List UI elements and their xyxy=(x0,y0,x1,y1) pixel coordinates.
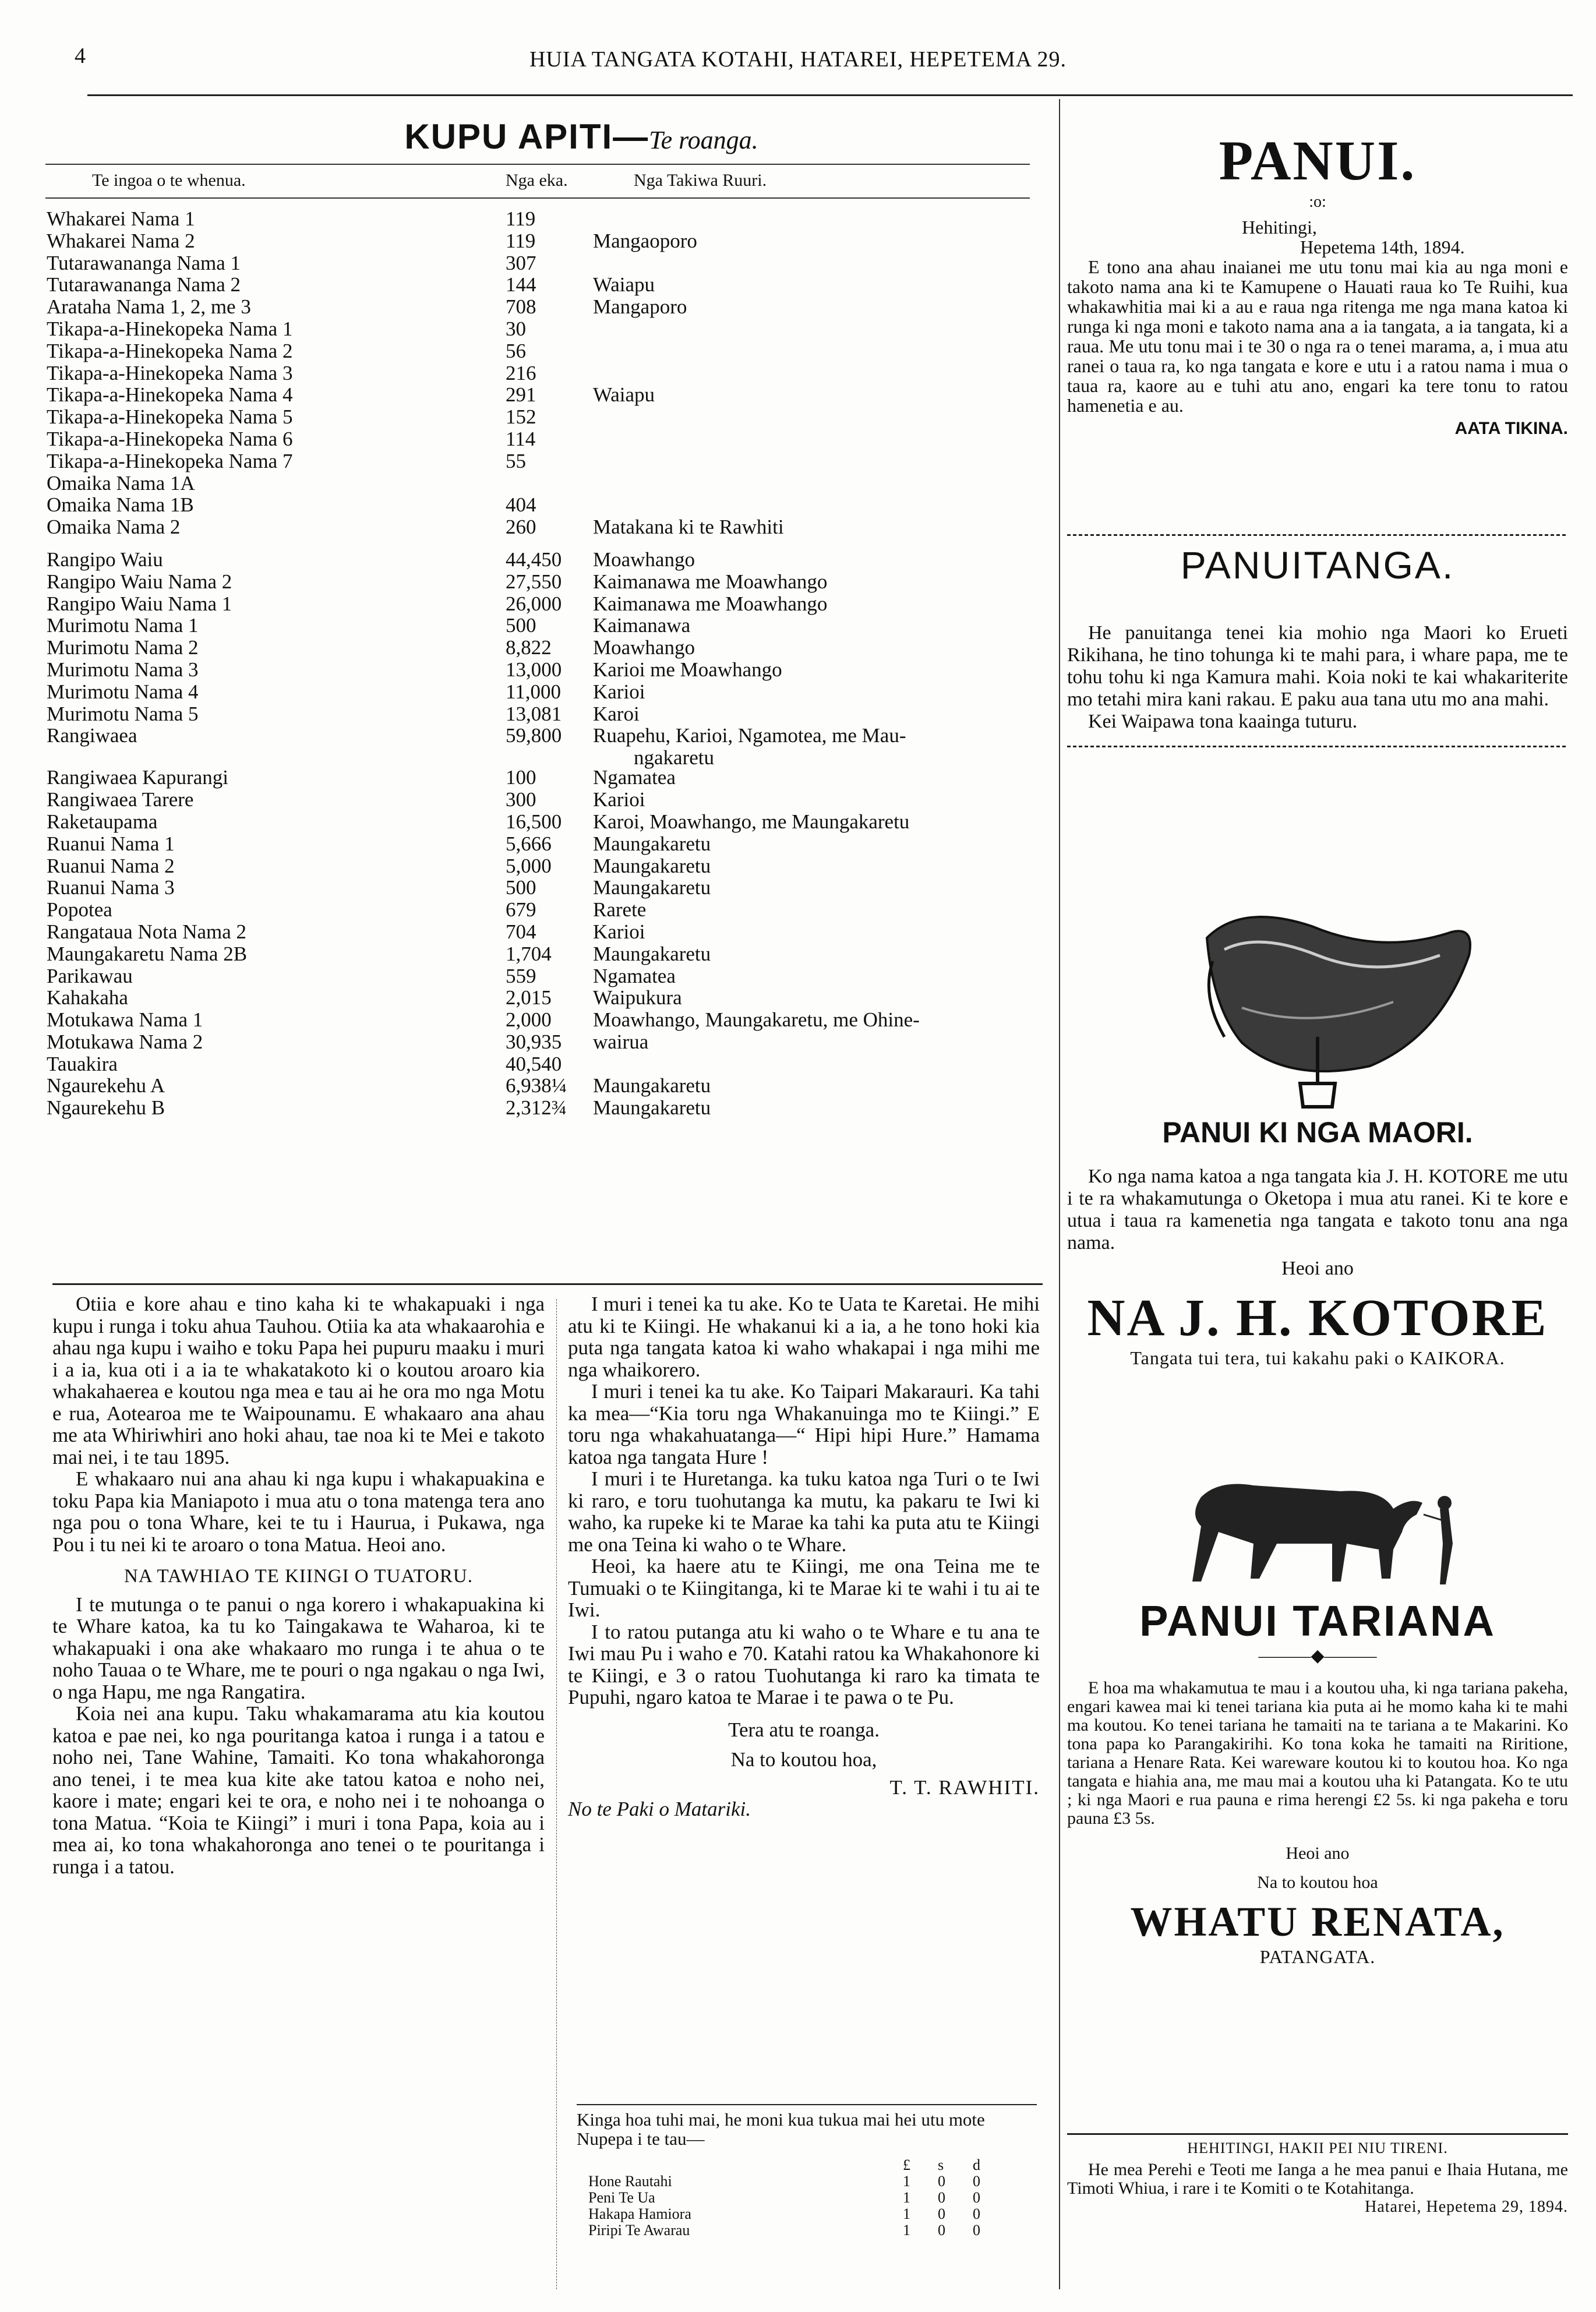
table-row xyxy=(45,494,1030,516)
land-area: 5,000 xyxy=(506,854,552,877)
ad-close: Na to koutou hoa xyxy=(1257,1873,1378,1892)
subscriber-s: 0 xyxy=(938,2205,945,2222)
closing-salutation: Na to koutou hoa, xyxy=(730,1748,877,1771)
table-row xyxy=(45,637,1030,659)
land-name: Tikapa-a-Hinekopeka Nama 2 xyxy=(47,339,293,362)
col-shillings: s xyxy=(938,2156,944,2173)
horse-illustration xyxy=(1067,1474,1568,1593)
saddle-illustration xyxy=(1067,891,1568,1116)
paragraph: E whakaaro nui ana ahau ki nga kupu i whakapuakina e toku Papa kia Maniapoto i mua atu o tona matenga tera ano nga pou o tona Whare, kei te tu i Haurua, i Pukawa, nga Pou i tu nei ki te aroaro o tona Matua. Heoi ano. xyxy=(52,1467,545,1556)
land-name: Omaika Nama 1B xyxy=(47,493,194,517)
land-area: 152 xyxy=(506,405,536,429)
land-area: 5,666 xyxy=(506,832,552,855)
survey-district: Ngamatea xyxy=(593,964,676,987)
wavy-divider xyxy=(1067,746,1568,747)
land-area: 114 xyxy=(506,427,536,450)
table-row xyxy=(45,1053,1030,1075)
land-name: Ruanui Nama 2 xyxy=(47,854,175,877)
land-area: 2,312¾ xyxy=(506,1096,567,1120)
survey-district: Mangaoporo xyxy=(593,229,697,252)
land-area: 708 xyxy=(506,295,536,319)
paragraph: I muri i tenei ka tu ake. Ko Taipari Makarauri. Ka tahi ka mea—“Kia toru nga Whakanuinga mo te Kiingi.” E toru nga whakahuatanga—“ Hipi hipi Hure.” Hamama katoa nga tangata Hure ! xyxy=(568,1380,1040,1469)
ad-date: Hepetema 14th, 1894. xyxy=(1300,237,1465,257)
land-name: Tutarawananga Nama 2 xyxy=(47,273,241,296)
subscriber-row xyxy=(577,2204,1037,2221)
survey-district: Kaimanawa me Moawhango xyxy=(593,592,828,615)
ad-body: E hoa ma whakamutua te mau i a koutou uha, ki nga tariana pakeha, engari kawea mai ki tenei tariana kia puta ai he momo kaha ki te mahi ma koutou. Ko tenei tariana he tamaiti na te tariana a te Makarini. Ko tona papa ko Parangakirihi. Ko tona koka he tamaiti na Riritione, tariana a Henare Rata. Kei wareware koutou ki to koutou hoa. Ko nga tangata e hiahia ana, me mau mai a koutou uha ki Patangata. Ko te utu ; ki nga Maori e rua pauna e rima herengi £2 5s. ki nga pakeha e toru pauna £3 5s. xyxy=(1067,1678,1568,1828)
land-area: 144 xyxy=(506,273,536,296)
subscribers-table xyxy=(577,2155,1037,2237)
ad-sign: AATA TIKINA. xyxy=(1454,419,1568,438)
table-row xyxy=(45,659,1030,681)
survey-district: wairua xyxy=(593,1030,649,1053)
table-row xyxy=(45,1031,1030,1053)
land-name: Kahakaha xyxy=(47,986,128,1009)
survey-district: Matakana ki te Rawhiti xyxy=(593,516,784,539)
land-name: Tutarawananga Nama 1 xyxy=(47,251,241,274)
table-row xyxy=(45,252,1030,274)
subscriber-l: 1 xyxy=(903,2173,910,2190)
land-name: Rangipo Waiu Nama 1 xyxy=(47,592,232,615)
table-rule xyxy=(52,1283,1043,1285)
ad-trade: Tangata tui tera, tui kakahu paki o KAIKORA. xyxy=(1130,1347,1505,1368)
paragraph: I te mutunga o te panui o nga korero i whakapuakina ki te Whare katoa, ka tu ko Taingakawa te Waharoa, ki te whakapuaki i ona ake whakaaro mo runga i te ahua o te noho Tauaa o te Whare, me te pouri o nga ngakau o nga Iwi, o nga Hapu, me nga Rangatira. xyxy=(52,1593,545,1703)
land-name: Tikapa-a-Hinekopeka Nama 1 xyxy=(47,317,293,340)
header-rule xyxy=(87,94,1573,96)
col-pence: d xyxy=(973,2156,980,2173)
land-area: 55 xyxy=(506,449,526,472)
ad-title: PANUI. xyxy=(1219,129,1417,192)
table-title: KUPU APITI—Te roanga. xyxy=(404,117,758,156)
survey-district: Moawhango xyxy=(593,636,695,659)
land-area: 13,081 xyxy=(506,702,562,725)
land-name: Whakarei Nama 1 xyxy=(47,207,195,230)
letter-right-column xyxy=(568,1293,1040,1820)
col-tribe-header: Nga Takiwa Ruuri. xyxy=(634,171,767,190)
ad-tariana xyxy=(1067,1596,1568,1968)
table-row xyxy=(45,965,1030,987)
land-name: Rangipo Waiu xyxy=(47,548,163,571)
subscriber-l: 1 xyxy=(903,2222,910,2239)
land-area: 1,704 xyxy=(506,942,552,965)
subscriber-row xyxy=(577,2221,1037,2237)
land-name: Rangipo Waiu Nama 2 xyxy=(47,570,232,593)
table-row xyxy=(45,703,1030,725)
survey-district: Karioi xyxy=(593,680,645,703)
land-name: Rangataua Nota Nama 2 xyxy=(47,920,247,943)
survey-district-cont: ngakaretu xyxy=(634,746,714,770)
survey-district: Ruapehu, Karioi, Ngamotea, me Mau- xyxy=(593,724,906,747)
table-row xyxy=(45,571,1030,593)
subscriber-d: 0 xyxy=(973,2222,980,2239)
land-area: 2,000 xyxy=(506,1008,552,1032)
land-area: 40,540 xyxy=(506,1052,562,1075)
land-name: Murimotu Nama 1 xyxy=(47,614,199,637)
wavy-divider xyxy=(1067,534,1568,536)
page-header xyxy=(0,35,1596,82)
land-name: Arataha Nama 1, 2, me 3 xyxy=(47,295,251,319)
table-row xyxy=(45,987,1030,1009)
land-area: 500 xyxy=(506,876,536,899)
land-area: 704 xyxy=(506,920,536,943)
table-row xyxy=(45,428,1030,450)
newspaper-title: HUIA TANGATA KOTAHI, HATAREI, HEPETEMA 29. xyxy=(529,47,1067,72)
ad-heoi: Heoi ano xyxy=(1286,1844,1350,1863)
table-row xyxy=(45,274,1030,296)
land-name: Omaika Nama 2 xyxy=(47,516,181,539)
ad-name: WHATU RENATA, xyxy=(1130,1898,1505,1945)
source-note: No te Paki o Matariki. xyxy=(568,1798,751,1820)
paragraph: I muri i te Huretanga. ka tuku katoa nga Turi o te Iwi ki raro, e toru tuohutanga ka mutu, ka pakaru te Iwi ki waho, ka rupeke ki te Marae ka tahi ka puta atu te Kiingi me ona Teina ki waho o te Whare. xyxy=(568,1467,1040,1556)
letter-left-column xyxy=(52,1293,545,1877)
table-row xyxy=(45,406,1030,428)
table-row xyxy=(45,681,1030,703)
land-name: Omaika Nama 1A xyxy=(47,471,195,495)
imprint xyxy=(1067,2133,1568,2216)
subscriber-d: 0 xyxy=(973,2205,980,2222)
table-row xyxy=(45,472,1030,495)
land-name: Maungakaretu Nama 2B xyxy=(47,942,248,965)
signature: T. T. RAWHITI. xyxy=(889,1776,1040,1799)
land-name: Murimotu Nama 2 xyxy=(47,636,199,659)
table-row xyxy=(45,833,1030,855)
col-area-header: Nga eka. xyxy=(506,171,568,190)
land-area: 30 xyxy=(506,317,526,340)
land-name: Raketaupama xyxy=(47,810,158,833)
land-area: 44,450 xyxy=(506,548,562,571)
land-name: Motukawa Nama 2 xyxy=(47,1030,203,1053)
table-row xyxy=(45,450,1030,472)
land-name: Ruanui Nama 1 xyxy=(47,832,175,855)
land-name: Tikapa-a-Hinekopeka Nama 7 xyxy=(47,449,293,472)
land-area: 6,938¼ xyxy=(506,1074,567,1097)
table-row xyxy=(45,899,1030,921)
table-header xyxy=(45,164,1030,199)
subscriber-name: Piripi Te Awarau xyxy=(588,2222,690,2239)
subscriber-d: 0 xyxy=(973,2189,980,2206)
survey-district: Kaimanawa xyxy=(593,614,691,637)
paragraph: I to ratou putanga atu ki waho o te Whare e tu ana te Iwi mau Pu i waho e 70. Katahi ratou ka Whakahonore ki te Kiingi, e 3 o ratou Tuohutanga ki raro ka timata te Pupuhi, ngaro katoa te Marae i te pawa o te Pu. xyxy=(568,1620,1040,1709)
land-area: 13,000 xyxy=(506,658,562,681)
ad-panuitanga xyxy=(1067,527,1568,754)
land-area: 291 xyxy=(506,383,536,407)
survey-district: Kaimanawa me Moawhango xyxy=(593,570,828,593)
land-area: 8,822 xyxy=(506,636,552,659)
table-row xyxy=(45,1009,1030,1031)
subscribers-intro: Kinga hoa tuhi mai, he moni kua tukua mai hei utu mote Nupepa i te tau— xyxy=(577,2109,985,2149)
survey-district: Maungakaretu xyxy=(593,876,711,899)
imprint-body: He mea Perehi e Teoti me Ianga a he mea panui e Ihaia Hutana, me Timoti Whiua, i rare i te Komiti o te Kotahitanga. xyxy=(1067,2160,1568,2198)
survey-district: Waipukura xyxy=(593,986,682,1009)
land-name: Ruanui Nama 3 xyxy=(47,876,175,899)
col-pounds: £ xyxy=(903,2156,910,2173)
survey-district: Maungakaretu xyxy=(593,942,711,965)
ad-separator: :o: xyxy=(1309,193,1326,211)
survey-district: Maungakaretu xyxy=(593,1074,711,1097)
land-area: 2,015 xyxy=(506,986,552,1009)
table-row xyxy=(45,1075,1030,1097)
table-row xyxy=(45,921,1030,943)
subscriber-name: Hone Rautahi xyxy=(588,2173,672,2190)
table-row xyxy=(45,1097,1030,1119)
land-name: Popotea xyxy=(47,898,112,922)
table-row xyxy=(45,943,1030,965)
land-name: Ngaurekehu B xyxy=(47,1096,165,1120)
land-area: 559 xyxy=(506,964,536,987)
table-row xyxy=(45,208,1030,230)
land-area: 500 xyxy=(506,614,536,637)
table-row xyxy=(45,811,1030,833)
subscriber-s: 0 xyxy=(938,2222,945,2239)
survey-district: Maungakaretu xyxy=(593,854,711,877)
ad-panui xyxy=(1067,128,1568,439)
table-row xyxy=(45,767,1030,789)
land-name: Tikapa-a-Hinekopeka Nama 4 xyxy=(47,383,293,407)
ad-body: E tono ana ahau inaianei me utu tonu mai kia au nga moni e takoto nama ana ki te Kamupene o Hauati raua ko Te Ruihi, kua whakawhitia mai ki a au e raua nga ritenga me nga mana katoa ki runga ki nga moni e takoto nama ana a ia tangata, a ia tangata, ki a raua. Me utu tonu mai i te 30 o nga ra o tenei marama, a, i mua atu ranei o taua ra, ko nga tangata e kore e utu i a ratou nama i mua o taua ra, kaore au e tuhi atu ano, engari ka tere tonu to ratou hamenetia e au. xyxy=(1067,256,1568,416)
table-row xyxy=(45,549,1030,571)
table-row xyxy=(45,724,1030,770)
land-name: Murimotu Nama 3 xyxy=(47,658,199,681)
land-area: 307 xyxy=(506,251,536,274)
survey-district: Moawhango, Maungakaretu, me Ohine- xyxy=(593,1008,920,1032)
table-row xyxy=(45,340,1030,362)
table-row xyxy=(45,230,1030,252)
table-row xyxy=(45,877,1030,899)
survey-district: Mangaporo xyxy=(593,295,687,319)
table-row xyxy=(45,384,1030,406)
land-area: 100 xyxy=(506,766,536,789)
table-row xyxy=(45,296,1030,318)
land-name: Rangiwaea Kapurangi xyxy=(47,766,228,789)
ornament-icon: ―――◆――― xyxy=(1258,1646,1377,1665)
table-row xyxy=(45,593,1030,615)
page-number: 4 xyxy=(75,44,86,68)
land-name: Tikapa-a-Hinekopeka Nama 6 xyxy=(47,427,293,450)
land-area: 27,550 xyxy=(506,570,562,593)
land-name: Motukawa Nama 1 xyxy=(47,1008,203,1032)
paragraph: Heoi, ka haere atu te Kiingi, me ona Teina me te Tumuaki o te Kiingitanga, ki te Marae ki te wahi i tu ai te Iwi. xyxy=(568,1555,1040,1621)
table-row xyxy=(45,615,1030,637)
table-row xyxy=(45,362,1030,384)
saddle-icon xyxy=(1067,891,1568,1113)
land-name: Whakarei Nama 2 xyxy=(47,229,195,252)
survey-district: Karoi, Moawhango, me Maungakaretu xyxy=(593,810,910,833)
land-name: Tauakira xyxy=(47,1052,118,1075)
land-area: 119 xyxy=(506,207,536,230)
ad-kotore xyxy=(1067,1116,1568,1368)
survey-district: Karioi xyxy=(593,920,645,943)
horse-icon xyxy=(1067,1474,1568,1590)
subscriber-name: Hakapa Hamiora xyxy=(588,2205,691,2222)
table-row xyxy=(45,789,1030,811)
survey-district: Maungakaretu xyxy=(593,1096,711,1120)
survey-district: Karoi xyxy=(593,702,640,725)
land-area: 300 xyxy=(506,788,536,811)
land-area: 16,500 xyxy=(506,810,562,833)
land-area: 56 xyxy=(506,339,526,362)
table-row xyxy=(45,318,1030,340)
col-name-header: Te ingoa o te whenua. xyxy=(92,171,246,190)
column-rule xyxy=(1059,99,1060,2289)
land-name: Parikawau xyxy=(47,964,133,987)
ad-home: Kei Waipawa tona kaainga tuturu. xyxy=(1088,711,1358,732)
ad-body: He panuitanga tenei kia mohio nga Maori ko Erueti Rikihana, he tino tohunga ki te mahi para, i whare papa, me te tohu tohu ki nga Kamura mahi. Koia noki te kai whakariterite mo tetahi mira kani rakau. E paku aua tana utu mo ana mahi. xyxy=(1067,622,1568,710)
subscribers-box xyxy=(577,2104,1037,2237)
survey-district: Karioi me Moawhango xyxy=(593,658,782,681)
land-name: Rangiwaea Tarere xyxy=(47,788,194,811)
subscriber-s: 0 xyxy=(938,2173,945,2190)
table-body xyxy=(45,208,1030,1119)
table-row xyxy=(45,516,1030,538)
survey-district: Moawhango xyxy=(593,548,695,571)
subscriber-s: 0 xyxy=(938,2189,945,2206)
land-area: 11,000 xyxy=(506,680,561,703)
closing-line: Tera atu te roanga. xyxy=(728,1718,880,1741)
land-name: Murimotu Nama 4 xyxy=(47,680,199,703)
subscriber-row xyxy=(577,2172,1037,2188)
land-table xyxy=(45,117,1030,1119)
survey-district: Waiapu xyxy=(593,383,655,407)
ad-title: PANUITANGA. xyxy=(1180,543,1455,587)
ad-title: PANUI TARIANA xyxy=(1139,1597,1496,1645)
paragraph: Koia nei ana kupu. Taku whakamarama atu kia koutou katoa e pae nei, ko nga pouritanga katoa i runga i a tatou e noho nei, Tane Wahine, Tamaiti. Ko tona whakahoronga ano tenei, i te mea kua kite ake tatou katoa e noho nei, kaore i mate; engari kei te ora, e noho nei i te nohoanga o tona Matua. “Koia te Kiingi” i muri i tona Papa, koia au i mea ai, ko tona whakahoronga ano tenei o te pouritanga i runga i a tatou. xyxy=(52,1702,545,1878)
survey-district: Waiapu xyxy=(593,273,655,296)
paragraph: Otiia e kore ahau e tino kaha ki te whakapuaki i nga kupu i runga i toku ahua Tauhou. Otiia ka ata whakaarohia e ahau nga kupu i waiho e toku Papa hei pupuru maaku i muri i a ia, kua oti i a ia te whakatakoto ki o koutou aroaro kia whakahaerea e koutou nga mea e tau ai he ora mo nga Motu e rua, Aotearoa me te Waipounamu. E whakaaro ana ahau me ata Whiriwhiri ano hoki ahau, tae noa ki te Mei e takoto mai nei, i te tau 1895. xyxy=(52,1293,545,1469)
survey-district: Karioi xyxy=(593,788,645,811)
survey-district: Ngamatea xyxy=(593,766,676,789)
land-area: 30,935 xyxy=(506,1030,562,1053)
land-area: 59,800 xyxy=(506,724,562,747)
land-area: 119 xyxy=(506,229,536,252)
ad-body: Ko nga nama katoa a nga tangata kia J. H. KOTORE me utu i te ra whakamutunga o Oketopa i mua atu ranei. Ki te kore e utua i taua ra kamenetia nga tangata e takoto tonu ana nga nama. xyxy=(1067,1166,1568,1254)
ad-title: PANUI KI NGA MAORI. xyxy=(1162,1116,1473,1149)
ad-name: NA J. H. KOTORE xyxy=(1087,1289,1548,1347)
subscriber-l: 1 xyxy=(903,2205,910,2222)
land-area: 26,000 xyxy=(506,592,562,615)
land-name: Tikapa-a-Hinekopeka Nama 3 xyxy=(47,361,293,384)
land-area: 404 xyxy=(506,493,536,517)
land-area: 679 xyxy=(506,898,536,922)
imprint-place: HEHITINGI, HAKII PEI NIU TIRENI. xyxy=(1187,2140,1448,2156)
land-area: 216 xyxy=(506,361,536,384)
land-name: Tikapa-a-Hinekopeka Nama 5 xyxy=(47,405,293,429)
text-column-rule xyxy=(556,1299,557,2289)
ad-place: PATANGATA. xyxy=(1259,1946,1376,1967)
ad-heoi: Heoi ano xyxy=(1281,1258,1354,1279)
subscriber-name: Peni Te Ua xyxy=(588,2189,655,2206)
ad-place: Hehitingi, xyxy=(1242,217,1317,238)
land-area: 260 xyxy=(506,516,536,539)
subscriber-row xyxy=(577,2188,1037,2204)
land-name: Murimotu Nama 5 xyxy=(47,702,199,725)
paragraph: I muri i tenei ka tu ake. Ko te Uata te Karetai. He mihi atu ki te Kiingi. He whakanui ki a ia, a he tono hoki kia puta nga tangata katoa ki waho whakapai i nga mihi me nga whaikorero. xyxy=(568,1293,1040,1381)
subscriber-d: 0 xyxy=(973,2173,980,2190)
section-heading: NA TAWHIAO TE KIINGI O TUATORU. xyxy=(124,1566,473,1587)
imprint-date: Hatarei, Hepetema 29, 1894. xyxy=(1365,2198,1568,2216)
land-name: Ngaurekehu A xyxy=(47,1074,165,1097)
survey-district: Maungakaretu xyxy=(593,832,711,855)
subscriber-l: 1 xyxy=(903,2189,910,2206)
table-row xyxy=(45,855,1030,877)
survey-district: Rarete xyxy=(593,898,647,922)
land-name: Rangiwaea xyxy=(47,724,137,747)
